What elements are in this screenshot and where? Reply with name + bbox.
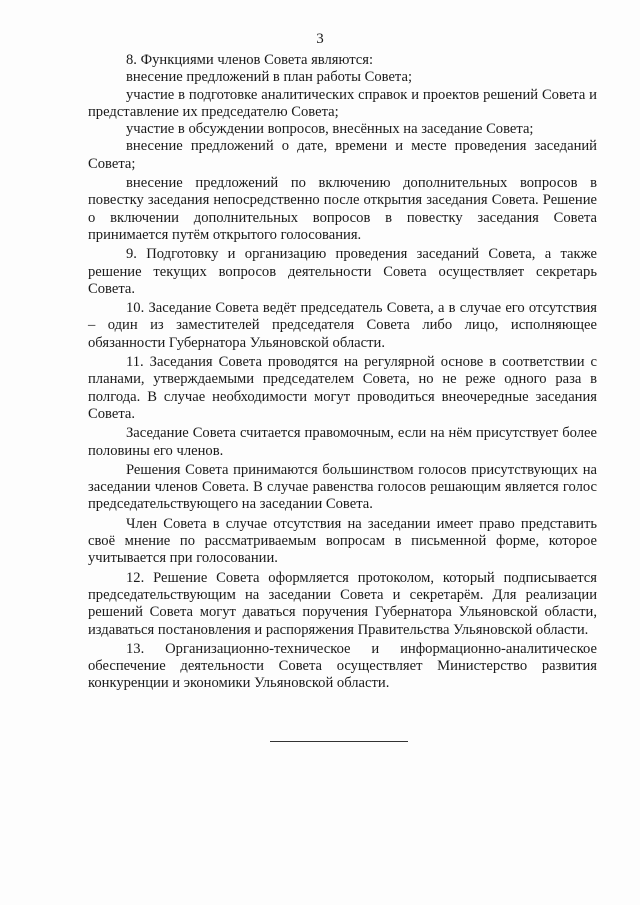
end-separator-line — [270, 741, 408, 742]
paragraph-13: 13. Организационно-техническое и информационно-аналитическое обеспечение деятельности Совета осуществляет Министерство развития конкуренции и экономики Ульяновской области. — [88, 640, 597, 692]
paragraph-11-decisions: Решения Совета принимаются большинством голосов присутствующих на заседании членов Совета. В случае равенства голосов решающим является голос председательствующего на заседании Совета. — [88, 461, 597, 513]
paragraph-9: 9. Подготовку и организацию проведения заседаний Совета, а также решение текущих вопросов деятельности Совета осуществляет секретарь Совета. — [88, 246, 597, 297]
paragraph-12: 12. Решение Совета оформляется протоколом, который подписывается председательствующим на заседании Совета и секретарём. Для реализации решений Совета могут даваться поручения Губернатора Ульяновской области, издаваться постановления и распоряжения Правительства Ульяновской области. — [88, 569, 597, 638]
document-body — [88, 52, 597, 693]
paragraph-8-item-additional-questions: внесение предложений по включению дополнительных вопросов в повестку заседания непосредственно после открытия заседания Совета. Решение о включении дополнительных вопросов в повестку заседания Совета принимается путём открытого голосования. — [88, 175, 597, 243]
paragraph-8-item-discussion: участие в обсуждении вопросов, внесённых на заседание Совета; — [126, 121, 534, 138]
page-number: 3 — [316, 31, 324, 47]
paragraph-11: 11. Заседания Совета проводятся на регулярной основе в соответствии с планами, утверждаемыми председателем Совета, но не реже одного раза в полгода. В случае необходимости могут проводиться внеочередные заседания Совета. — [88, 354, 597, 422]
paragraph-8-item-plan: внесение предложений в план работы Совета; — [126, 69, 413, 86]
paragraph-11-absent-member: Член Совета в случае отсутствия на заседании имеет право представить своё мнение по рассматриваемым вопросам в письменной форме, которое учитывается при голосовании. — [88, 515, 597, 567]
paragraph-8-item-analytics: участие в подготовке аналитических справок и проектов решений Совета и представление их председателю Совета; — [88, 86, 597, 120]
paragraph-10: 10. Заседание Совета ведёт председатель Совета, а в случае его отсутствия – один из заместителей председателя Совета либо лицо, исполняющее обязанности Губернатора Ульяновской области. — [88, 300, 597, 351]
paragraph-8-item-date-proposals: внесение предложений о дате, времени и месте проведения заседаний Совета; — [88, 138, 597, 172]
paragraph-8-heading: 8. Функциями членов Совета являются: — [126, 52, 374, 68]
paragraph-11-quorum: Заседание Совета считается правомочным, если на нём присутствует более половины его членов. — [88, 425, 597, 459]
